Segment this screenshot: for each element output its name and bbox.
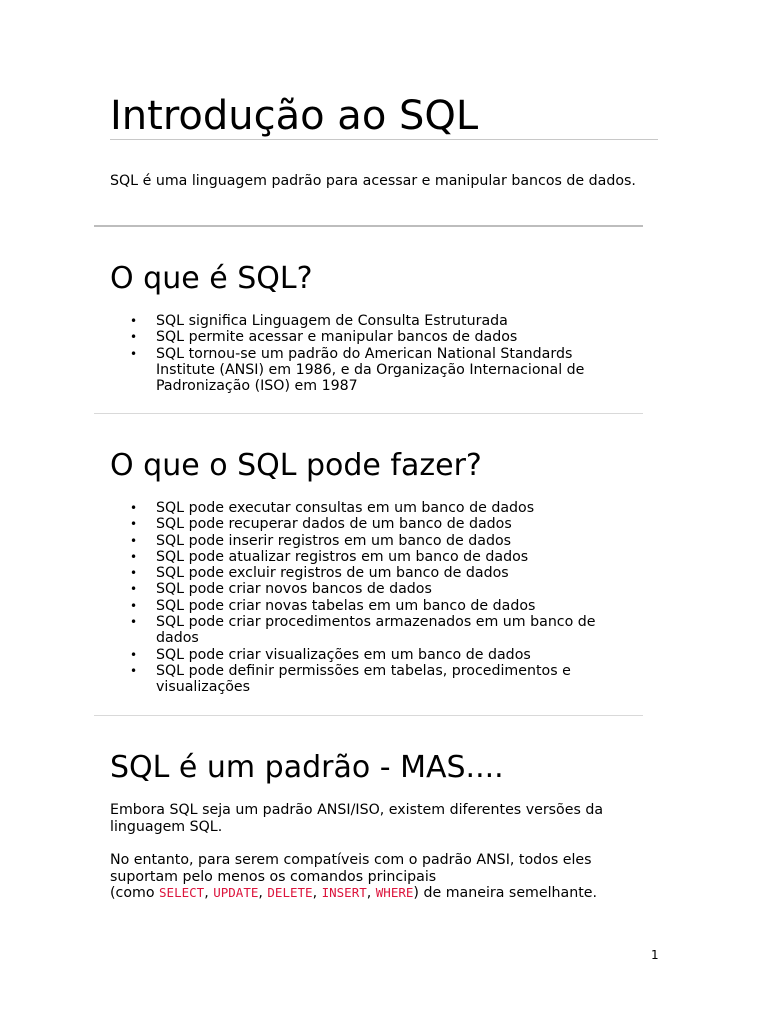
title-underline xyxy=(110,139,658,140)
section-divider xyxy=(94,225,643,227)
bullet-icon: • xyxy=(130,582,138,597)
bullet-icon: • xyxy=(130,330,138,345)
bullet-icon: • xyxy=(130,566,138,581)
section-heading-what-is-sql: O que é SQL? xyxy=(110,261,313,296)
list-item: • SQL tornou-se um padrão do American National Standards Institute (ANSI) em 1986, e da Organização Internacional de Padronização (ISO) em 1987 xyxy=(130,345,585,395)
bullet-icon: • xyxy=(130,517,138,532)
list-item: • SQL pode criar novos bancos de dados xyxy=(130,581,432,598)
list-item: • SQL pode executar consultas em um banco de dados xyxy=(130,500,535,516)
bullet-icon: • xyxy=(130,314,138,328)
list-item: • SQL significa Linguagem de Consulta Estruturada xyxy=(130,313,508,329)
bullet-icon: • xyxy=(130,501,138,515)
standard-paragraph-2: No entanto, para serem compatíveis com o padrão ANSI, todos eles suportam pelo menos os comandos principais (como SELECT, UPDATE, DELETE, INSERT, WHERE) de maneira semelhante. xyxy=(110,852,598,901)
list-item: • SQL pode atualizar registros em um banco de dados xyxy=(130,548,529,565)
section-divider xyxy=(94,715,643,716)
page-number: 1 xyxy=(651,948,659,962)
page-title: Introdução ao SQL xyxy=(110,93,479,139)
list-item: • SQL pode criar visualizações em um banco de dados xyxy=(130,646,531,663)
list-item: • SQL pode recuperar dados de um banco de dados xyxy=(130,516,512,533)
code-update: UPDATE xyxy=(213,885,259,900)
list-item: • SQL pode criar novas tabelas em um banco de dados xyxy=(130,597,536,614)
bullet-icon: • xyxy=(130,598,138,613)
bullet-icon: • xyxy=(130,615,138,630)
bullet-icon: • xyxy=(130,549,138,564)
code-delete: DELETE xyxy=(267,885,313,900)
bullet-icon: • xyxy=(130,663,138,678)
section-heading-sql-standard: SQL é um padrão - MAS.... xyxy=(110,750,504,785)
standard-paragraph-2-text: No entanto, para serem compatíveis com o padrão ANSI, todos eles suportam pelo menos os comandos principais xyxy=(110,852,592,885)
list-item: • SQL permite acessar e manipular bancos de dados xyxy=(130,329,518,346)
intro-paragraph: SQL é uma linguagem padrão para acessar e manipular bancos de dados. xyxy=(110,173,636,189)
list-item: • SQL pode definir permissões em tabelas, procedimentos e visualizações xyxy=(130,662,571,696)
code-where: WHERE xyxy=(375,885,414,900)
section-divider xyxy=(94,413,643,414)
code-select: SELECT xyxy=(159,885,205,900)
section-heading-what-sql-can-do: O que o SQL pode fazer? xyxy=(110,448,482,483)
bullet-icon: • xyxy=(130,533,138,548)
what-sql-can-do-list xyxy=(110,500,630,696)
bullet-icon: • xyxy=(130,647,138,662)
list-item: • SQL pode criar procedimentos armazenados em um banco de dados xyxy=(130,614,596,647)
what-is-sql-list xyxy=(110,313,630,394)
bullet-icon: • xyxy=(130,346,138,361)
list-item: • SQL pode excluir registros de um banco de dados xyxy=(130,565,509,582)
code-insert: INSERT xyxy=(321,885,367,900)
standard-paragraph-1: Embora SQL seja um padrão ANSI/ISO, existem diferentes versões da linguagem SQL. xyxy=(110,802,604,835)
list-item: • SQL pode inserir registros em um banco de dados xyxy=(130,532,512,549)
